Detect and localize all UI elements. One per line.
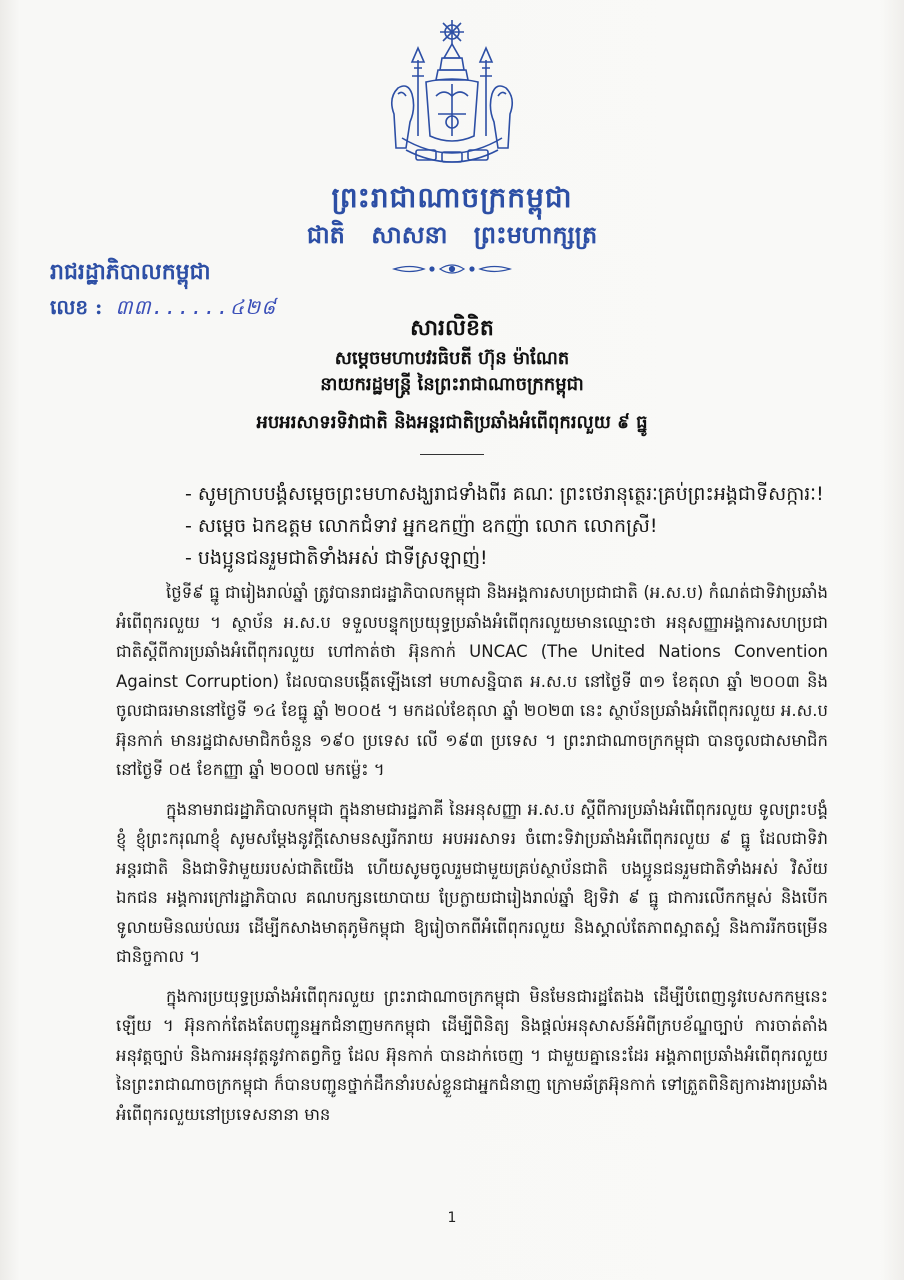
greetings-list — [185, 478, 875, 574]
kingdom-title: ព្រះរាជាណាចក្រកម្ពុជា — [331, 181, 573, 214]
national-motto: ជាតិ សាសនា ព្រះមហាក្សត្រ — [306, 220, 598, 249]
occasion-heading: អបអរសាទរទិវាជាតិ និងអន្តរជាតិប្រឆាំងអំពើពុករលួយ ៩ ធ្នូ — [256, 412, 648, 433]
author-heading: សម្តេចមហាបវរធិបតី ហ៊ុន ម៉ាណែត — [334, 348, 570, 369]
reference-label: លេខ : — [50, 295, 103, 319]
body-paragraph: ក្នុងនាមរាជរដ្ឋាភិបាលកម្ពុជា ក្នុងនាមជារដ្ឋភាគី នៃអនុសញ្ញា អ.ស.ប ស្តីពីការប្រឆាំងអំពើពុករលួយ ទូលព្រះបង្គំខ្ញុំ ខ្ញុំព្រះករុណាខ្ញុំ សូមសម្តែងនូវក្តីសោមនស្សរីករាយ អបអរសាទរ ចំពោះទិវាប្រឆាំងអំពើពុករលួយ ៩ ធ្នូ ដែលជាទិវាអន្តរជាតិ និងជាទិវាមួយរបស់ជាតិយើង ហើយសូមចូលរួមជាមួយគ្រប់ស្ថាប័នជាតិ បងប្អូនជនរួមជាតិទាំងអស់ វិស័យឯកជន អង្គការក្រៅរដ្ឋាភិបាល គណបក្សនយោបាយ ប្រែក្លាយជារៀងរាល់ឆ្នាំ ឱ្យទិវា ៩ ធ្នូ ជាការលើកកម្ពស់ និងបើកទូលាយមិនឈប់ឈរ ដើម្បីកសាងមាតុភូមិកម្ពុជា ឱ្យរៀចាកពីអំពើពុករលួយ និងស្គាល់តែភាពស្អាតស្អំ និងការរីកចម្រើនជានិច្ចកាល ។ — [116, 799, 828, 966]
letter-body — [116, 578, 828, 1139]
body-paragraph: ក្នុងការប្រយុទ្ធប្រឆាំងអំពើពុករលួយ ព្រះរាជាណាចក្រកម្ពុជា មិនមែនជារដ្ឋតែឯង ដើម្បីបំពេញនូវបេសកកម្មនេះឡើយ ។ អ៊ុនកាក់តែងតែបញ្ជូនអ្នកជំនាញមកកម្ពុជា ដើម្បីពិនិត្យ និងផ្តល់អនុសាសន៍អំពីក្របខ័ណ្ឌច្បាប់ ការចាត់តាំងអនុវត្តច្បាប់ និងការអនុវត្តនូវកាតព្វកិច្ច ដែល អ៊ុនកាក់ បានដាក់ចេញ ។ ជាមួយគ្នានេះដែរ អង្គភាពប្រឆាំងអំពើពុករលួយ នៃព្រះរាជាណាចក្រកម្ពុជា ក៏បានបញ្ជូនថ្នាក់ដឹកនាំរបស់ខ្លួនជាអ្នកជំនាញ ក្រោមឆ័ត្រអ៊ុនកាក់ ទៅត្រួតពិនិត្យការងារប្រឆាំងអំពើពុករលួយនៅប្រទេសនានា មាន — [116, 986, 828, 1124]
document-type-heading: សារលិខិត — [410, 315, 494, 341]
author-position-heading: នាយករដ្ឋមន្ត្រី នៃព្រះរាជាណាចក្រកម្ពុជា — [320, 374, 584, 395]
royal-arms-of-cambodia-icon — [372, 18, 532, 173]
government-name: រាជរដ្ឋាភិបាលកម្ពុជា — [50, 259, 211, 285]
greeting-line: - សម្តេច ឯកឧត្តម លោកជំទាវ អ្នកឧកញ៉ា ឧកញ៉ា លោក លោកស្រី! — [185, 515, 658, 537]
reference-value: ៣៣......៤២៨ — [115, 295, 277, 319]
greeting-line: - សូមក្រាបបង្គំសម្តេចព្រះមហាសង្ឃរាជទាំងពីរ គណៈ ព្រះថេរានុត្ថេរៈគ្រប់ព្រះអង្គជាទីសក្ការៈ! — [185, 483, 824, 505]
greeting-line: - បងប្អូនជនរួមជាតិទាំងអស់ ជាទីស្រឡាញ់! — [185, 547, 488, 569]
ornament-divider-icon — [390, 262, 514, 276]
page-number: 1 — [447, 1210, 457, 1226]
heading-divider — [420, 454, 484, 455]
body-paragraph: ថ្ងៃទី៩ ធ្នូ ជារៀងរាល់ឆ្នាំ ត្រូវបានរាជរដ្ឋាភិបាលកម្ពុជា និងអង្គការសហប្រជាជាតិ (អ.ស.ប) កំណត់ជាទិវាប្រឆាំងអំពើពុករលួយ ។ ស្ថាប័ន អ.ស.ប ទទួលបន្ទុកប្រយុទ្ធប្រឆាំងអំពើពុករលួយមានឈ្មោះថា អនុសញ្ញាអង្គការសហប្រជាជាតិស្តីពីការប្រឆាំងអំពើពុករលួយ ហៅកាត់ថា អ៊ុនកាក់ UNCAC (The United Nations Convention Against Corruption) ដែលបានបង្កើតឡើងនៅ មហាសន្និបាត អ.ស.ប នៅថ្ងៃទី ៣១ ខែតុលា ឆ្នាំ ២០០៣ និងចូលជាធរមាននៅថ្ងៃទី ១៤ ខែធ្នូ ឆ្នាំ ២០០៥ ។ មកដល់ខែតុលា ឆ្នាំ ២០២៣ នេះ ស្ថាប័នប្រឆាំងអំពើពុករលួយ អ.ស.ប អ៊ុនកាក់ មានរដ្ឋជាសមាជិកចំនួន ១៩០ ប្រទេស លើ ១៩៣ ប្រទេស ។ ព្រះរាជាណាចក្រកម្ពុជា បានចូលជាសមាជិកនៅថ្ងៃទី ០៥ ខែកញ្ញា ឆ្នាំ ២០០៧ មកម្ល៉េះ ។ — [116, 583, 828, 779]
